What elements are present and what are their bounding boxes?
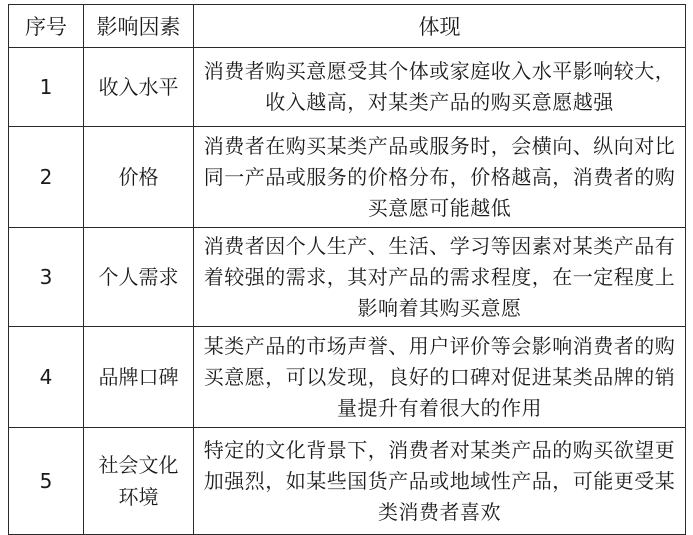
row-no: 4 (9, 327, 84, 428)
row-no: 3 (9, 228, 84, 327)
row-factor (84, 48, 194, 127)
row-no: 2 (9, 127, 84, 228)
header-factor: 影响因素 (84, 5, 194, 48)
factor-line: 品牌口碑 (98, 365, 179, 389)
row-no: 1 (9, 48, 84, 127)
factor-line: 个人需求 (98, 265, 179, 289)
factor-line: 收入水平 (98, 75, 179, 99)
row-factor (84, 228, 194, 327)
table-row (9, 48, 686, 127)
table-row (9, 428, 686, 535)
table-row (9, 327, 686, 428)
factor-line: 社会文化 (98, 453, 179, 477)
row-desc: 某类产品的市场声誉、用户评价等会影响消费者的购买意愿，可以发现，良好的口碑对促进某类品牌的销量提升有着很大的作用 (194, 327, 686, 428)
header-no: 序号 (9, 5, 84, 48)
header-desc: 体现 (194, 5, 686, 48)
row-factor (84, 327, 194, 428)
factors-table (8, 4, 686, 535)
table-row (9, 228, 686, 327)
row-no: 5 (9, 428, 84, 535)
table-row (9, 127, 686, 228)
row-desc: 消费者在购买某类产品或服务时，会横向、纵向对比同一产品或服务的价格分布，价格越高，消费者的购买意愿可能越低 (194, 127, 686, 228)
row-desc: 消费者因个人生产、生活、学习等因素对某类产品有着较强的需求，其对产品的需求程度，在一定程度上影响着其购买意愿 (194, 228, 686, 327)
factor-line: 价格 (118, 165, 159, 189)
row-desc: 特定的文化背景下，消费者对某类产品的购买欲望更加强烈，如某些国货产品或地域性产品，可能更受某类消费者喜欢 (194, 428, 686, 535)
row-factor (84, 127, 194, 228)
row-factor (84, 428, 194, 535)
header-row (9, 5, 686, 48)
factor-line: 环境 (118, 485, 159, 509)
row-desc: 消费者购买意愿受其个体或家庭收入水平影响较大，收入越高，对某类产品的购买意愿越强 (194, 48, 686, 127)
